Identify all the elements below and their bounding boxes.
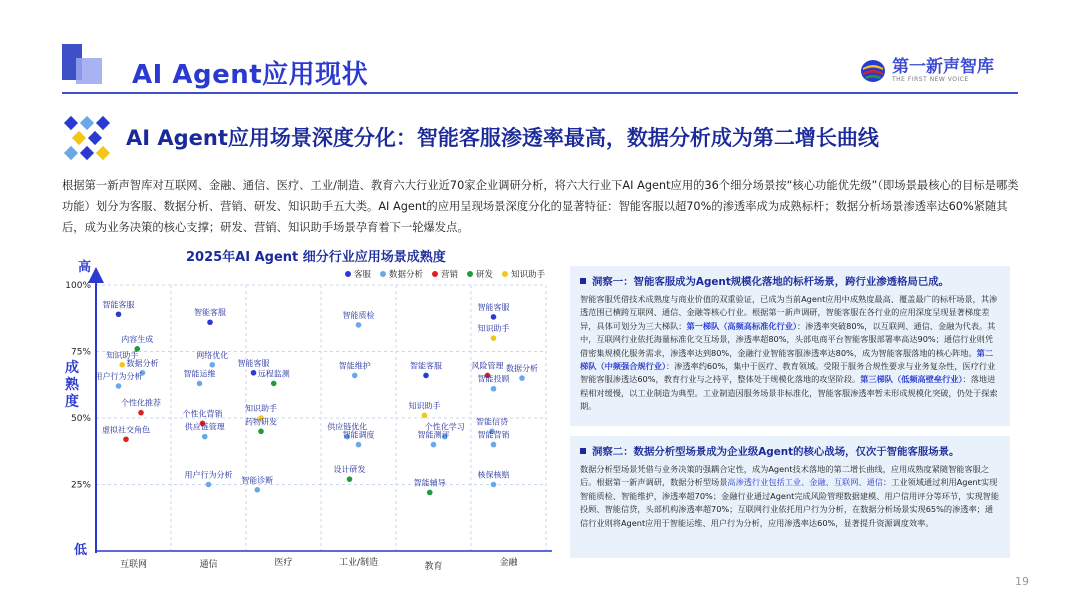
x-category-label: 互联网 [119, 560, 148, 570]
data-point-label: 个性化营销 [182, 409, 223, 419]
brand-tagline: THE FIRST NEW VOICE [892, 76, 969, 83]
data-point [409, 400, 441, 418]
data-point-marker [251, 370, 257, 376]
insight-2-text-a: 数据分析型场景凭借与业务决策的强耦合定性，成为Agent技术落地的第二增长曲线，应用成熟度紧随智能客服之后。根据第一新声调研，数据分析型场景 [580, 464, 990, 488]
data-point-label: 智能调度 [342, 430, 375, 440]
data-point-marker [271, 381, 277, 387]
data-point [185, 470, 233, 488]
insight-1-text-a: 智能客服凭借技术成熟度与商业价值的双重验证，已成为当前Agent应用中成熟度最高、覆盖最广的标杆场景，其渗透范围已横跨互联网、通信、金融等核心行业。根据第一新声调研，智能客服在各行业的应用深度呈现显著梯度差异，具体可划分为三大梯队： [580, 294, 998, 331]
insight-1-heading [580, 273, 1000, 288]
data-point-label: 智能测评 [417, 430, 450, 440]
insight-1-body [580, 293, 1000, 414]
data-point-label: 智能运维 [183, 369, 216, 379]
data-point-marker [258, 429, 264, 435]
data-point-marker [202, 434, 208, 440]
data-point-marker [423, 373, 429, 379]
insight-1-heading-text: 洞察一：智能客服成为Agent规模化落地的标杆场景，跨行业渗透格局已成。 [592, 276, 949, 288]
y-axis-title-char: 成 [65, 360, 79, 376]
data-point-label: 智能客服 [102, 300, 135, 310]
data-point-marker [491, 386, 497, 392]
data-point-label: 核保核赔 [477, 470, 510, 480]
legend-label: 研发 [476, 270, 494, 280]
brand-name: 第一新声智库 [892, 57, 994, 77]
y-axis-title-char: 熟 [65, 377, 79, 393]
data-point-marker [356, 442, 362, 448]
data-point-marker [207, 319, 213, 325]
insight-2-body [580, 463, 1000, 530]
data-point-label: 知识助手 [408, 401, 441, 411]
page-number: 19 [1015, 575, 1029, 588]
data-point-label: 智能辅导 [413, 478, 446, 488]
data-point-marker [119, 362, 125, 368]
legend-label: 数据分析 [389, 270, 424, 280]
x-category-label: 金融 [499, 558, 518, 568]
data-point [478, 323, 510, 341]
data-point-marker [209, 362, 215, 368]
data-point-label: 用户行为分析 [94, 372, 143, 382]
data-point-label: 个性化推荐 [121, 398, 161, 408]
data-point-label: 用户行为分析 [184, 470, 233, 480]
data-point-label: 智能客服 [194, 308, 226, 318]
insight-panel-1 [570, 266, 1010, 426]
data-point [343, 430, 375, 448]
y-axis-low-label: 低 [74, 543, 88, 558]
y-tick-label: 50% [70, 414, 91, 424]
data-point-marker [491, 335, 497, 341]
data-point [506, 363, 538, 381]
data-point-label: 数据分析 [126, 358, 159, 368]
data-point-label: 网络优化 [196, 350, 229, 360]
data-point [334, 464, 366, 482]
data-point [95, 371, 143, 389]
data-point-marker [519, 375, 525, 381]
data-point-label: 智能信贷 [476, 417, 508, 427]
data-point [121, 334, 153, 352]
data-point-label: 智能营销 [477, 430, 510, 440]
data-point [102, 424, 150, 442]
insight-panel-2 [570, 436, 1010, 558]
bullet-square-icon [580, 278, 586, 284]
section-subtitle: AI Agent应用场景深度分化：智能客服渗透率最高，数据分析成为第二增长曲线 [126, 126, 879, 150]
data-point [258, 368, 290, 386]
data-point [418, 430, 450, 448]
insight-1-text-b: ：渗透率突破80%，以互联网、通信、金融为代表。其中，互联网行业依托海量标准化交互场景，渗透率超80%，头部电商平台智能客服部署率高达90%；通信行业则凭借密集规模化服务需求，渗透率达到80%，金融行业智能客服渗透率达80%，成为智能客服落地的核心阵地。 [580, 320, 996, 358]
data-point-marker [356, 322, 362, 328]
data-point [478, 430, 510, 448]
legend-label: 营销 [441, 270, 459, 280]
slide-title: AI Agent应用现状 [132, 60, 369, 90]
data-point [196, 350, 228, 368]
data-point-label: 智能投顾 [477, 374, 510, 384]
y-tick-label: 75% [70, 347, 91, 358]
data-point-label: 智能客服 [237, 358, 270, 368]
chart-title: 2025年AI Agent 细分行业应用场景成熟度 [186, 250, 446, 265]
data-point-label: 供应链优化 [327, 422, 368, 432]
insight-1-text-c: ：渗透率约60%，集中于医疗、教育领域。受限于服务合规性要求与业务复杂性，医疗行业智能客服渗透达60%，教育行业与之持平，整体处于规模化落地的攻坚阶段。 [580, 361, 996, 385]
data-point [245, 416, 277, 434]
data-point [103, 299, 135, 317]
tier-2-label: 第二梯队（中频强合规行业） [580, 347, 994, 372]
data-point [410, 360, 442, 378]
bullet-square-icon [580, 448, 586, 454]
insight-2-heading [580, 443, 1000, 458]
data-point [184, 368, 216, 386]
tier-3-label: 第三梯队（低频高壁垒行业） [860, 374, 963, 385]
data-point-marker [206, 482, 212, 488]
data-point-label: 个性化学习 [424, 422, 465, 432]
data-point-label: 内容生成 [121, 334, 154, 344]
data-point-label: 智能维护 [338, 361, 371, 371]
data-point-label: 数据分析 [506, 364, 538, 374]
data-point-label: 药物研发 [245, 417, 277, 427]
data-point-marker [352, 373, 358, 379]
data-point [414, 477, 446, 495]
data-point-marker [427, 490, 433, 496]
legend-label: 知识助手 [511, 270, 546, 280]
x-category-label: 通信 [199, 560, 218, 570]
data-point-marker [491, 314, 497, 320]
intro-paragraph: 根据第一新声智库对互联网、金融、通信、医疗、工业/制造、教育六大行业近70家企业调研分析，将六大行业下AI Agent应用的36个细分场景按“核心功能优先级”（即场景最核心的目标是哪类功能）划分为客服、数据分析、营销、研发、知识助手五大类。AI Agent的应用呈现场景深度分化的显著特征：智能客服以超70%的渗透率成为成熟标杆；数据分析场景渗透率达60%紧随其后，成为业务决策的核心支撑；研发、营销、知识助手场景孕育着下一轮爆发点。 [62, 179, 1019, 234]
data-point-label: 风险管理 [471, 361, 504, 371]
data-point-label: 知识助手 [477, 324, 510, 334]
data-point-marker [116, 311, 122, 317]
x-category-label: 工业/制造 [338, 558, 379, 568]
data-point [339, 360, 371, 378]
data-point-marker [347, 476, 353, 482]
y-axis-high-label: 高 [78, 260, 92, 275]
legend-label: 客服 [354, 270, 372, 280]
data-point-label: 供应链管理 [184, 422, 225, 432]
data-point-marker [138, 410, 144, 416]
data-point [185, 422, 225, 440]
data-point-label: 设计研发 [333, 465, 366, 475]
x-category-label: 医疗 [274, 558, 293, 568]
insight-2-highlight: 高渗透行业包括工业、金融、互联网、通信 [727, 477, 883, 488]
data-point [194, 307, 226, 325]
insight-1-text-d: ：落地进程相对缓慢，以工业制造为典型。工业制造因服务场景非标准化，智能客服渗透率暂未形成规模化突破，仍处于探索期。 [580, 374, 998, 412]
data-point-label: 远程监测 [257, 369, 290, 379]
data-point-marker [123, 436, 129, 442]
data-point [121, 398, 161, 416]
data-point-label: 智能质检 [342, 310, 375, 320]
data-point-marker [116, 383, 122, 389]
y-tick-label: 100% [65, 281, 91, 291]
data-point-marker [491, 482, 497, 488]
tier-1-label: 第一梯队（高频高标准化行业） [686, 320, 797, 331]
y-tick-label: 25% [70, 480, 91, 491]
data-point [343, 310, 375, 328]
data-point-marker [431, 442, 437, 448]
x-category-label: 教育 [424, 562, 443, 572]
data-point-marker [254, 487, 260, 493]
data-point-label: 智能客服 [477, 302, 510, 312]
data-point-label: 智能诊断 [241, 475, 274, 485]
data-point-label: 知识助手 [245, 404, 277, 413]
y-axis-title-char: 度 [65, 394, 79, 410]
data-point-label: 知识助手 [106, 350, 139, 360]
data-point-label: 智能客服 [410, 361, 442, 371]
data-point-marker [422, 413, 428, 419]
data-point-label: 虚拟社交角色 [102, 425, 150, 435]
data-point [478, 302, 510, 320]
data-point [478, 374, 511, 392]
data-point-marker [491, 442, 497, 448]
insight-2-text-b: ：工业领域通过利用Agent实现智能质检、智能维护，渗透率超70%；金融行业通过Agent完成风险管理数据建模、用户信用评分等环节，实现智能投顾、智能信贷，头部机构渗透率超70%；互联网行业依托用户行为分析，在数据分析场景实现65%的渗透率；通信行业则将Agent应用于智能运维、用户行为分析，应用渗透率达60%，显著提升资源调度效率。 [580, 477, 1000, 528]
data-point-marker [197, 381, 203, 387]
insight-2-heading-text: 洞察二：数据分析型场景成为企业级Agent的核心战场，仅次于智能客服场景。 [592, 446, 960, 458]
